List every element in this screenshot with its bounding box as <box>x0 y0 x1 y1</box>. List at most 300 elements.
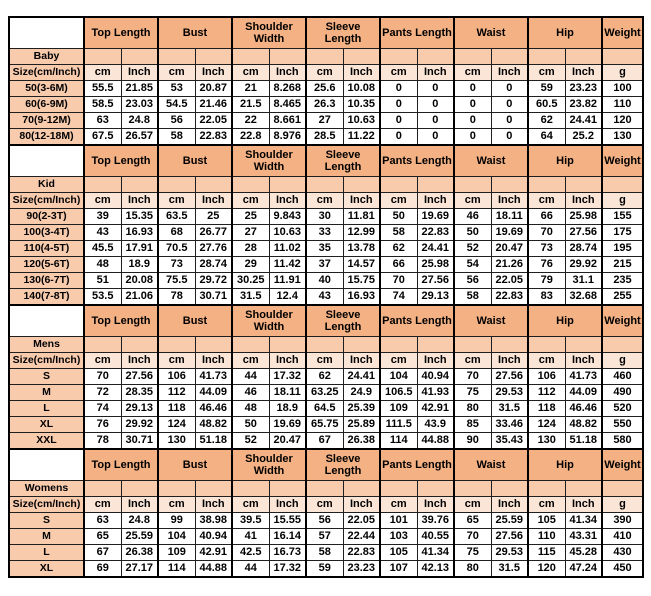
value-cell: 10.08 <box>343 81 380 97</box>
unit-header-cell: Inch <box>343 497 380 513</box>
value-cell: 27.76 <box>195 241 232 257</box>
value-cell: 20.87 <box>195 81 232 97</box>
spacer-cell <box>380 481 417 497</box>
measure-header-cell: Hip <box>528 17 602 49</box>
value-cell: 78 <box>84 433 121 450</box>
spacer-cell <box>454 337 491 353</box>
value-cell: 43 <box>306 289 343 306</box>
value-cell: 44 <box>232 369 269 385</box>
unit-header-cell: cm <box>232 65 269 81</box>
unit-header-row <box>9 497 643 513</box>
value-cell: 124 <box>158 417 195 433</box>
value-cell: 70.5 <box>158 241 195 257</box>
value-cell: 25.2 <box>565 129 602 146</box>
value-cell: 25.89 <box>343 417 380 433</box>
spacer-cell <box>602 481 643 497</box>
value-cell: 0 <box>417 81 454 97</box>
value-cell: 90 <box>454 433 491 450</box>
value-cell: 29.53 <box>491 545 528 561</box>
value-cell: 25.59 <box>491 513 528 529</box>
value-cell: 27.56 <box>565 225 602 241</box>
value-cell: 44.09 <box>565 385 602 401</box>
value-cell: 16.93 <box>343 289 380 306</box>
value-cell: 40.94 <box>195 529 232 545</box>
value-cell: 22.05 <box>195 113 232 129</box>
value-cell: 26.3 <box>306 97 343 113</box>
value-cell: 109 <box>158 545 195 561</box>
value-cell: 0 <box>454 113 491 129</box>
value-cell: 22 <box>232 113 269 129</box>
spacer-cell <box>306 337 343 353</box>
unit-header-cell: Inch <box>269 65 306 81</box>
value-cell: 112 <box>528 385 565 401</box>
value-cell: 21 <box>232 81 269 97</box>
spacer-cell <box>84 177 121 193</box>
value-cell: 115 <box>528 545 565 561</box>
value-cell: 29.13 <box>417 289 454 306</box>
value-cell: 120 <box>528 561 565 578</box>
table-row <box>9 513 643 529</box>
table-row <box>9 241 643 257</box>
value-cell: 51 <box>84 273 121 289</box>
value-cell: 58 <box>380 225 417 241</box>
value-cell: 70 <box>528 225 565 241</box>
measure-header-cell: Weight <box>602 17 643 49</box>
value-cell: 32.68 <box>565 289 602 306</box>
unit-header-cell: Inch <box>195 353 232 369</box>
value-cell: 19.69 <box>269 417 306 433</box>
value-cell: 46.46 <box>565 401 602 417</box>
unit-header-cell: Inch <box>195 497 232 513</box>
value-cell: 43 <box>84 225 121 241</box>
value-cell: 46 <box>454 209 491 225</box>
value-cell: 109 <box>380 401 417 417</box>
unit-header-cell: Inch <box>121 65 158 81</box>
unit-header-cell: cm <box>306 65 343 81</box>
value-cell: 14.57 <box>343 257 380 273</box>
spacer-cell <box>158 177 195 193</box>
unit-header-cell: Inch <box>417 65 454 81</box>
spacer-cell <box>84 481 121 497</box>
value-cell: 26.38 <box>343 433 380 450</box>
measure-header-cell: Waist <box>454 449 528 481</box>
spacer-cell <box>195 481 232 497</box>
unit-header-cell: Inch <box>491 193 528 209</box>
unit-header-cell: Inch <box>565 193 602 209</box>
unit-header-cell: Inch <box>565 65 602 81</box>
value-cell: 70 <box>84 369 121 385</box>
value-cell: 155 <box>602 209 643 225</box>
unit-header-cell: cm <box>454 353 491 369</box>
value-cell: 25.98 <box>565 209 602 225</box>
unit-header-cell: g <box>602 497 643 513</box>
spacer-cell <box>380 337 417 353</box>
size-cell: 80(12-18M) <box>9 129 84 146</box>
value-cell: 118 <box>158 401 195 417</box>
spacer-cell <box>565 481 602 497</box>
spacer-cell <box>269 481 306 497</box>
value-cell: 550 <box>602 417 643 433</box>
measure-header-cell: Top Length <box>84 449 158 481</box>
value-cell: 35.43 <box>491 433 528 450</box>
value-cell: 460 <box>602 369 643 385</box>
spacer-cell <box>158 49 195 65</box>
value-cell: 19.69 <box>417 209 454 225</box>
value-cell: 0 <box>491 113 528 129</box>
measure-header-row <box>9 145 643 177</box>
size-chart-body <box>9 17 643 577</box>
unit-header-cell: cm <box>454 497 491 513</box>
value-cell: 67 <box>84 545 121 561</box>
unit-header-cell: Inch <box>269 193 306 209</box>
measure-header-cell: Weight <box>602 305 643 337</box>
unit-header-cell: Inch <box>121 193 158 209</box>
spacer-cell <box>417 177 454 193</box>
measure-header-cell: Sleeve Length <box>306 17 380 49</box>
unit-header-cell: Inch <box>269 353 306 369</box>
measure-header-cell: Sleeve Length <box>306 305 380 337</box>
value-cell: 0 <box>380 129 417 146</box>
spacer-cell <box>306 481 343 497</box>
value-cell: 75 <box>454 545 491 561</box>
measure-header-cell: Hip <box>528 305 602 337</box>
measure-header-cell: Shoulder Width <box>232 145 306 177</box>
value-cell: 41.93 <box>417 385 454 401</box>
value-cell: 28.74 <box>195 257 232 273</box>
size-cell: XL <box>9 417 84 433</box>
value-cell: 8.976 <box>269 129 306 146</box>
spacer-cell <box>195 337 232 353</box>
value-cell: 78 <box>158 289 195 306</box>
value-cell: 24.41 <box>343 369 380 385</box>
section-name-cell: Kid <box>9 177 84 193</box>
spacer-cell <box>232 177 269 193</box>
value-cell: 22.8 <box>232 129 269 146</box>
value-cell: 0 <box>491 129 528 146</box>
spacer-cell <box>417 49 454 65</box>
value-cell: 40.55 <box>417 529 454 545</box>
value-cell: 124 <box>528 417 565 433</box>
table-row <box>9 545 643 561</box>
value-cell: 42.91 <box>417 401 454 417</box>
value-cell: 29.72 <box>195 273 232 289</box>
value-cell: 70 <box>454 529 491 545</box>
measure-header-cell: Hip <box>528 145 602 177</box>
value-cell: 0 <box>380 81 417 97</box>
value-cell: 195 <box>602 241 643 257</box>
value-cell: 107 <box>380 561 417 578</box>
unit-header-cell: Inch <box>565 353 602 369</box>
value-cell: 106.5 <box>380 385 417 401</box>
blank-corner-cell <box>9 449 84 481</box>
value-cell: 45.28 <box>565 545 602 561</box>
measure-header-cell: Weight <box>602 449 643 481</box>
value-cell: 12.4 <box>269 289 306 306</box>
value-cell: 33 <box>306 225 343 241</box>
value-cell: 26.77 <box>195 225 232 241</box>
unit-header-cell: Inch <box>417 497 454 513</box>
value-cell: 50 <box>232 417 269 433</box>
value-cell: 75.5 <box>158 273 195 289</box>
blank-corner-cell <box>9 145 84 177</box>
value-cell: 48 <box>232 401 269 417</box>
unit-header-cell: Inch <box>417 193 454 209</box>
measure-header-cell: Top Length <box>84 17 158 49</box>
value-cell: 0 <box>417 129 454 146</box>
spacer-cell <box>417 481 454 497</box>
size-cell: 120(5-6T) <box>9 257 84 273</box>
spacer-cell <box>528 481 565 497</box>
value-cell: 120 <box>602 113 643 129</box>
spacer-cell <box>121 49 158 65</box>
size-cell: L <box>9 401 84 417</box>
measure-header-cell: Shoulder Width <box>232 305 306 337</box>
value-cell: 8.268 <box>269 81 306 97</box>
value-cell: 106 <box>528 369 565 385</box>
size-header-cell: Size(cm/Inch) <box>9 497 84 513</box>
value-cell: 73 <box>158 257 195 273</box>
value-cell: 15.75 <box>343 273 380 289</box>
spacer-cell <box>195 49 232 65</box>
table-row <box>9 129 643 146</box>
value-cell: 21.85 <box>121 81 158 97</box>
value-cell: 0 <box>380 97 417 113</box>
value-cell: 105 <box>380 545 417 561</box>
value-cell: 47.24 <box>565 561 602 578</box>
value-cell: 54 <box>454 257 491 273</box>
measure-header-cell: Weight <box>602 145 643 177</box>
value-cell: 64 <box>528 129 565 146</box>
spacer-cell <box>121 337 158 353</box>
unit-header-cell: Inch <box>491 497 528 513</box>
value-cell: 62 <box>528 113 565 129</box>
unit-header-cell: cm <box>232 193 269 209</box>
value-cell: 255 <box>602 289 643 306</box>
value-cell: 27 <box>306 113 343 129</box>
unit-header-cell: Inch <box>491 353 528 369</box>
size-cell: 50(3-6M) <box>9 81 84 97</box>
value-cell: 26.57 <box>121 129 158 146</box>
value-cell: 41.34 <box>417 545 454 561</box>
unit-header-cell: cm <box>158 353 195 369</box>
unit-header-cell: cm <box>380 497 417 513</box>
spacer-cell <box>380 49 417 65</box>
value-cell: 0 <box>454 129 491 146</box>
spacer-cell <box>417 337 454 353</box>
value-cell: 110 <box>528 529 565 545</box>
size-cell: L <box>9 545 84 561</box>
size-cell: 90(2-3T) <box>9 209 84 225</box>
value-cell: 24.8 <box>121 113 158 129</box>
value-cell: 450 <box>602 561 643 578</box>
value-cell: 100 <box>602 81 643 97</box>
unit-header-cell: Inch <box>195 65 232 81</box>
value-cell: 175 <box>602 225 643 241</box>
spacer-cell <box>602 177 643 193</box>
value-cell: 44.09 <box>195 385 232 401</box>
value-cell: 63.25 <box>306 385 343 401</box>
unit-header-cell: cm <box>306 497 343 513</box>
value-cell: 51.18 <box>565 433 602 450</box>
value-cell: 66 <box>380 257 417 273</box>
value-cell: 56 <box>306 513 343 529</box>
table-row <box>9 289 643 306</box>
value-cell: 20.47 <box>269 433 306 450</box>
table-row <box>9 209 643 225</box>
value-cell: 76 <box>528 257 565 273</box>
spacer-cell <box>491 177 528 193</box>
spacer-cell <box>343 177 380 193</box>
spacer-cell <box>454 177 491 193</box>
value-cell: 18.11 <box>491 209 528 225</box>
value-cell: 23.82 <box>565 97 602 113</box>
unit-header-cell: cm <box>158 497 195 513</box>
value-cell: 50 <box>454 225 491 241</box>
spacer-cell <box>306 49 343 65</box>
value-cell: 21.46 <box>195 97 232 113</box>
value-cell: 79 <box>528 273 565 289</box>
measure-header-cell: Pants Length <box>380 449 454 481</box>
unit-header-cell: cm <box>158 65 195 81</box>
unit-header-cell: g <box>602 353 643 369</box>
value-cell: 30.71 <box>121 433 158 450</box>
value-cell: 27.56 <box>417 273 454 289</box>
value-cell: 130 <box>602 129 643 146</box>
value-cell: 56 <box>454 273 491 289</box>
value-cell: 17.32 <box>269 369 306 385</box>
value-cell: 43.31 <box>565 529 602 545</box>
value-cell: 0 <box>454 97 491 113</box>
value-cell: 20.47 <box>491 241 528 257</box>
value-cell: 25.6 <box>306 81 343 97</box>
unit-header-cell: Inch <box>195 193 232 209</box>
value-cell: 44.88 <box>417 433 454 450</box>
value-cell: 44 <box>232 561 269 578</box>
value-cell: 430 <box>602 545 643 561</box>
value-cell: 62 <box>306 369 343 385</box>
value-cell: 20.08 <box>121 273 158 289</box>
size-cell: 100(3-4T) <box>9 225 84 241</box>
value-cell: 27.56 <box>491 369 528 385</box>
spacer-cell <box>491 49 528 65</box>
spacer-cell <box>158 481 195 497</box>
value-cell: 22.83 <box>417 225 454 241</box>
value-cell: 74 <box>84 401 121 417</box>
size-cell: M <box>9 529 84 545</box>
value-cell: 24.41 <box>565 113 602 129</box>
spacer-cell <box>232 481 269 497</box>
section-name-cell: Womens <box>9 481 84 497</box>
measure-header-cell: Pants Length <box>380 17 454 49</box>
value-cell: 46 <box>232 385 269 401</box>
value-cell: 58 <box>306 545 343 561</box>
section-name-row <box>9 337 643 353</box>
value-cell: 42.5 <box>232 545 269 561</box>
value-cell: 52 <box>232 433 269 450</box>
spacer-cell <box>565 49 602 65</box>
value-cell: 48.82 <box>195 417 232 433</box>
value-cell: 18.11 <box>269 385 306 401</box>
value-cell: 29.92 <box>565 257 602 273</box>
unit-header-cell: cm <box>306 193 343 209</box>
size-header-cell: Size(cm/Inch) <box>9 65 84 81</box>
measure-header-cell: Pants Length <box>380 145 454 177</box>
value-cell: 65 <box>454 513 491 529</box>
value-cell: 48.82 <box>565 417 602 433</box>
section-name-row <box>9 481 643 497</box>
value-cell: 62 <box>380 241 417 257</box>
table-row <box>9 81 643 97</box>
value-cell: 30 <box>306 209 343 225</box>
table-row <box>9 401 643 417</box>
spacer-cell <box>528 49 565 65</box>
value-cell: 490 <box>602 385 643 401</box>
value-cell: 29 <box>232 257 269 273</box>
table-row <box>9 225 643 241</box>
spacer-cell <box>528 337 565 353</box>
value-cell: 58.5 <box>84 97 121 113</box>
section-name-cell: Baby <box>9 49 84 65</box>
table-row <box>9 433 643 450</box>
value-cell: 55.5 <box>84 81 121 97</box>
unit-header-cell: cm <box>158 193 195 209</box>
value-cell: 114 <box>158 561 195 578</box>
value-cell: 9.843 <box>269 209 306 225</box>
value-cell: 11.02 <box>269 241 306 257</box>
value-cell: 60.5 <box>528 97 565 113</box>
measure-header-cell: Bust <box>158 17 232 49</box>
value-cell: 105 <box>528 513 565 529</box>
value-cell: 99 <box>158 513 195 529</box>
value-cell: 410 <box>602 529 643 545</box>
table-row <box>9 257 643 273</box>
value-cell: 39.76 <box>417 513 454 529</box>
spacer-cell <box>454 49 491 65</box>
value-cell: 18.9 <box>121 257 158 273</box>
value-cell: 58 <box>158 129 195 146</box>
value-cell: 37 <box>306 257 343 273</box>
value-cell: 18.9 <box>269 401 306 417</box>
value-cell: 15.55 <box>269 513 306 529</box>
size-cell: S <box>9 513 84 529</box>
value-cell: 31.5 <box>491 561 528 578</box>
blank-corner-cell <box>9 305 84 337</box>
size-cell: 130(6-7T) <box>9 273 84 289</box>
value-cell: 104 <box>158 529 195 545</box>
size-cell: 60(6-9M) <box>9 97 84 113</box>
measure-header-row <box>9 305 643 337</box>
measure-header-cell: Bust <box>158 305 232 337</box>
value-cell: 103 <box>380 529 417 545</box>
value-cell: 11.42 <box>269 257 306 273</box>
value-cell: 35 <box>306 241 343 257</box>
value-cell: 130 <box>528 433 565 450</box>
table-row <box>9 369 643 385</box>
value-cell: 83 <box>528 289 565 306</box>
unit-header-cell: g <box>602 65 643 81</box>
spacer-cell <box>343 49 380 65</box>
value-cell: 26.38 <box>121 545 158 561</box>
unit-header-cell: Inch <box>121 353 158 369</box>
spacer-cell <box>565 177 602 193</box>
unit-header-cell: cm <box>528 353 565 369</box>
value-cell: 39 <box>84 209 121 225</box>
measure-header-cell: Hip <box>528 449 602 481</box>
spacer-cell <box>343 481 380 497</box>
value-cell: 43.9 <box>417 417 454 433</box>
value-cell: 235 <box>602 273 643 289</box>
value-cell: 0 <box>491 97 528 113</box>
